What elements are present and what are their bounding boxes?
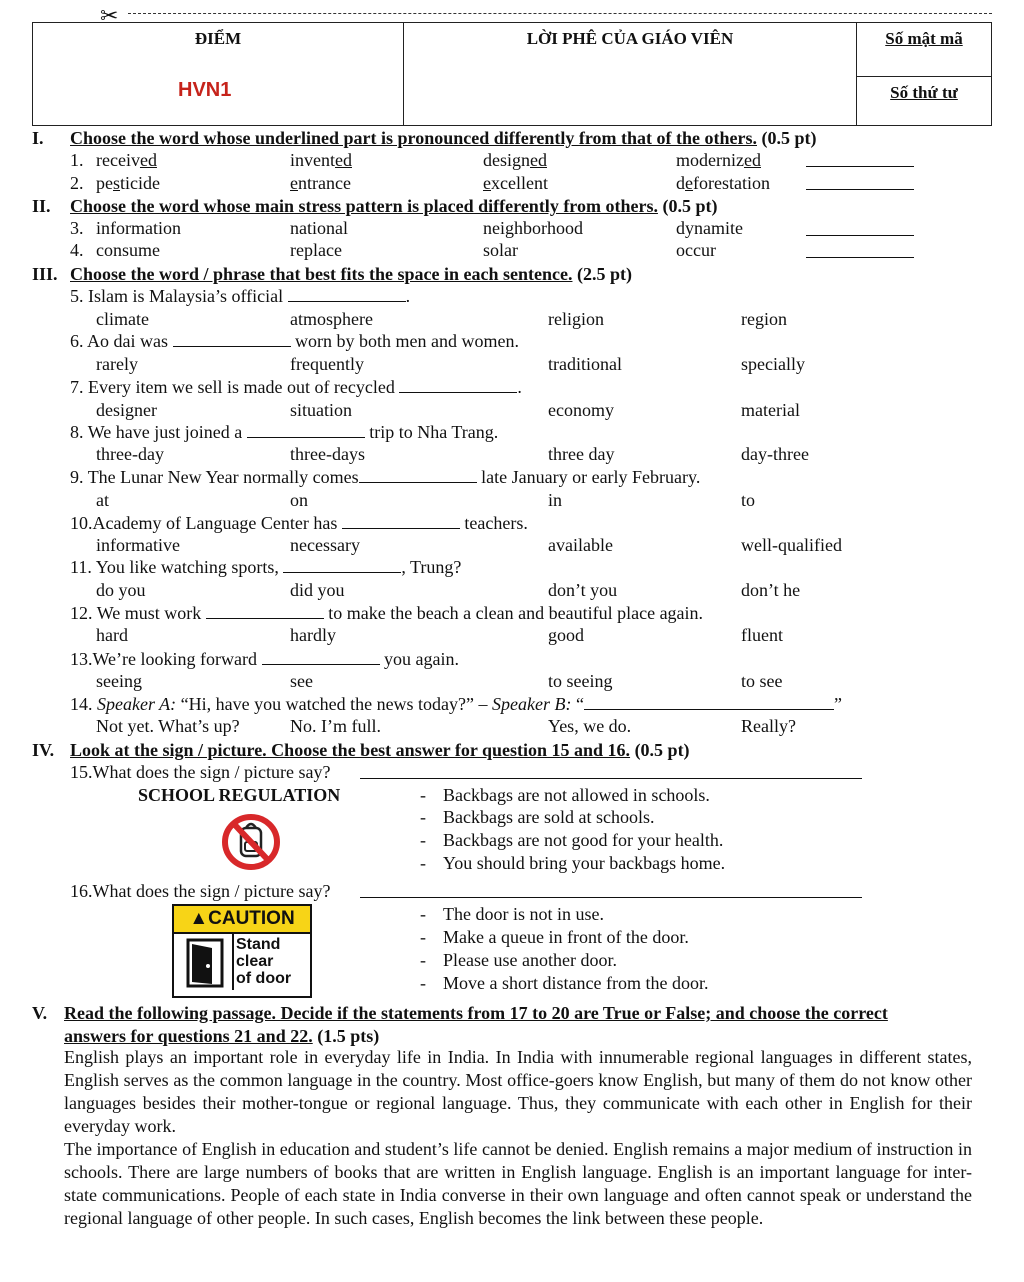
stand-clear-text: Stand clear of door [236, 936, 292, 987]
section-2-title: Choose the word whose main stress pattern is placed differently from others. [70, 196, 658, 216]
q10-stem: 10.Academy of Language Center has teachers. [70, 513, 528, 533]
q8-option-a[interactable]: three-day [96, 444, 164, 464]
q13-option-b[interactable]: see [290, 671, 313, 691]
section-1-title: Choose the word whose underlined part is pronounced differently from that of the others. [70, 128, 757, 148]
q11-option-c[interactable]: don’t you [548, 580, 618, 600]
cut-line [128, 13, 992, 14]
q4-answer-blank[interactable] [806, 257, 914, 258]
q15-option-d[interactable]: You should bring your backbags home. [443, 853, 726, 873]
q15-option-a[interactable]: Backbags are not allowed in schools. [443, 785, 710, 805]
q7-option-a[interactable]: designer [96, 400, 157, 420]
q6-stem: 6. Ao dai was worn by both men and women. [70, 331, 519, 351]
q12-blank[interactable] [206, 618, 324, 619]
teacher-comment-label: LỜI PHÊ CỦA GIÁO VIÊN [526, 29, 734, 48]
door-icon [186, 938, 226, 988]
q9-option-d[interactable]: to [741, 490, 756, 510]
q5-option-a[interactable]: climate [96, 309, 149, 329]
q9-blank[interactable] [359, 482, 477, 483]
q5-option-c[interactable]: religion [548, 309, 604, 329]
q16-option-c[interactable]: Please use another door. [443, 950, 617, 970]
q4-option-d[interactable]: occur [676, 240, 716, 260]
section-1-points: (0.5 pt) [757, 128, 817, 148]
q6-blank[interactable] [173, 346, 291, 347]
q2-option-c[interactable]: excellent [483, 173, 548, 193]
q7-blank[interactable] [399, 392, 517, 393]
q7-stem: 7. Every item we sell is made out of recycled . [70, 377, 522, 397]
caution-band: ▲CAUTION [174, 906, 310, 934]
q14-option-d[interactable]: Really? [741, 716, 796, 736]
q12-option-b[interactable]: hardly [290, 625, 336, 645]
q16-option-a[interactable]: The door is not in use. [443, 904, 604, 924]
q8-blank[interactable] [247, 437, 365, 438]
q10-option-a[interactable]: informative [96, 535, 180, 555]
q15-option-b[interactable]: Backbags are sold at schools. [443, 807, 655, 827]
q16-stem: 16.What does the sign / picture say? [70, 881, 331, 901]
q13-option-c[interactable]: to seeing [548, 671, 613, 691]
q3-number: 3. [70, 218, 84, 238]
q16-option-b[interactable]: Make a queue in front of the door. [443, 927, 689, 947]
section-3-points: (2.5 pt) [572, 264, 632, 284]
q16-bullet-d: - [420, 973, 426, 993]
q16-answer-blank[interactable] [360, 897, 862, 898]
scissors-icon: ✂ [100, 4, 119, 29]
q13-option-a[interactable]: seeing [96, 671, 142, 691]
section-5-heading-line2 [64, 1027, 379, 1045]
q14-blank[interactable] [584, 709, 834, 710]
q3-option-a[interactable]: information [96, 218, 181, 238]
q10-option-d[interactable]: well-qualified [741, 535, 842, 555]
q15-answer-blank[interactable] [360, 778, 862, 779]
q12-option-d[interactable]: fluent [741, 625, 783, 645]
score-label: ĐIỂM [194, 29, 242, 48]
q13-stem: 13.We’re looking forward you again. [70, 649, 459, 669]
q6-option-b[interactable]: frequently [290, 354, 364, 374]
section-4-number: IV. [32, 740, 55, 760]
q6-option-c[interactable]: traditional [548, 354, 622, 374]
caution-sign [172, 904, 312, 998]
q1-option-c[interactable]: designed [483, 150, 547, 170]
q7-option-c[interactable]: economy [548, 400, 614, 420]
q2-option-a[interactable]: pesticide [96, 173, 160, 193]
q2-answer-blank[interactable] [806, 189, 914, 190]
passage-paragraph-2: The importance of English in education and student’s life cannot be denied. English remains a major medium of instruction in schools. There are large numbers of books that are written in English language. English is an important language for inter-state communications. People of each state in India converse in their own language and often cannot speak or understand the regional language of other people. In such cases, English becomes the link between these people. [64, 1139, 972, 1228]
q5-option-d[interactable]: region [741, 309, 787, 329]
q8-option-b[interactable]: three-days [290, 444, 365, 464]
section-4-heading [70, 741, 690, 759]
section-1-number: I. [32, 128, 44, 148]
passage-paragraph-1: English plays an important role in everyday life in India. In India with innumerable regional languages in different states, English serves as the common language in the country. Most office-goers know English, but many of them do not know other languages besides their mother-tongue or regional language. Thus, they communicate with each other in English for their everyday work. [64, 1047, 972, 1136]
q11-stem: 11. You like watching sports, , Trung? [70, 557, 462, 577]
q2-option-b[interactable]: entrance [290, 173, 351, 193]
q1-option-a[interactable]: received [96, 150, 157, 170]
section-1-heading [70, 129, 817, 147]
q9-option-a[interactable]: at [96, 490, 109, 510]
q12-option-c[interactable]: good [548, 625, 584, 645]
q12-option-a[interactable]: hard [96, 625, 128, 645]
q1-answer-blank[interactable] [806, 166, 914, 167]
q15-bullet-a: - [420, 785, 426, 805]
section-2-points: (0.5 pt) [657, 196, 718, 216]
section-5-title-line1: Read the following passage. Decide if the statements from 17 to 20 are True or False; and choose the correct [64, 1003, 888, 1023]
no-backpack-sign-icon [222, 814, 280, 873]
q6-option-d[interactable]: specially [741, 354, 805, 374]
section-5-number: V. [32, 1003, 48, 1023]
q16-bullet-a: - [420, 904, 426, 924]
q3-option-b[interactable]: national [290, 218, 348, 238]
q16-bullet-c: - [420, 950, 426, 970]
q2-option-d[interactable]: deforestation [676, 173, 770, 193]
section-2-number: II. [32, 196, 51, 216]
q16-bullet-b: - [420, 927, 426, 947]
q9-stem: 9. The Lunar New Year normally comes late January or early February. [70, 467, 701, 487]
q15-option-c[interactable]: Backbags are not good for your health. [443, 830, 724, 850]
q11-blank[interactable] [283, 572, 401, 573]
q14-option-a[interactable]: Not yet. What’s up? [96, 716, 240, 736]
section-3-title: Choose the word / phrase that best fits the space in each sentence. [70, 264, 573, 284]
q14-option-c[interactable]: Yes, we do. [548, 716, 632, 736]
q15-bullet-b: - [420, 807, 426, 827]
q2-number: 2. [70, 173, 84, 193]
q16-option-d[interactable]: Move a short distance from the door. [443, 973, 709, 993]
q9-option-c[interactable]: in [548, 490, 563, 510]
section-3-number: III. [32, 264, 58, 284]
secret-code-label: Số mật mã [885, 29, 963, 48]
q9-option-b[interactable]: on [290, 490, 308, 510]
q8-option-c[interactable]: three day [548, 444, 615, 464]
q1-option-b[interactable]: invented [290, 150, 352, 170]
q4-number: 4. [70, 240, 84, 260]
q13-option-d[interactable]: to see [741, 671, 783, 691]
q5-blank[interactable] [288, 301, 406, 302]
q3-option-c[interactable]: neighborhood [483, 218, 583, 238]
section-5-title-line2: answers for questions 21 and 22. [64, 1026, 313, 1046]
grading-header-table [32, 22, 992, 126]
section-3-heading [70, 265, 632, 283]
section-4-points: (0.5 pt) [630, 740, 690, 760]
q11-option-a[interactable]: do you [96, 580, 146, 600]
q12-stem: 12. We must work to make the beach a clean and beautiful place again. [70, 603, 704, 623]
q3-option-d[interactable]: dynamite [676, 218, 743, 238]
school-regulation-title: SCHOOL REGULATION [138, 785, 341, 805]
q6-option-a[interactable]: rarely [96, 354, 138, 374]
warning-triangle-icon: ▲ [189, 908, 209, 929]
q14-option-b[interactable]: No. I’m full. [290, 716, 381, 736]
q10-option-b[interactable]: necessary [290, 535, 360, 555]
q15-bullet-d: - [420, 853, 426, 873]
q1-option-d[interactable]: modernized [676, 150, 761, 170]
q14-stem: 14. Speaker A: “Hi, have you watched the news today?” – Speaker B: “ ” [70, 694, 842, 714]
q4-option-a[interactable]: consume [96, 240, 160, 260]
q3-answer-blank[interactable] [806, 235, 914, 236]
q11-option-d[interactable]: don’t he [741, 580, 801, 600]
q5-option-b[interactable]: atmosphere [290, 309, 373, 329]
q8-option-d[interactable]: day-three [741, 444, 809, 464]
order-number-label: Số thứ tư [890, 83, 958, 102]
q7-option-b[interactable]: situation [290, 400, 352, 420]
q5-stem: 5. Islam is Malaysia’s official . [70, 286, 411, 306]
section-2-heading [70, 197, 717, 215]
q15-stem: 15.What does the sign / picture say? [70, 762, 331, 782]
q8-stem: 8. We have just joined a trip to Nha Trang. [70, 422, 499, 442]
q1-number: 1. [70, 150, 84, 170]
q15-bullet-c: - [420, 830, 426, 850]
q13-blank[interactable] [262, 664, 380, 665]
q10-blank[interactable] [342, 528, 460, 529]
q7-option-d[interactable]: material [741, 400, 800, 420]
q4-option-c[interactable]: solar [483, 240, 518, 260]
q11-option-b[interactable]: did you [290, 580, 345, 600]
q10-option-c[interactable]: available [548, 535, 613, 555]
score-value: HVN1 [178, 79, 232, 101]
q4-option-b[interactable]: replace [290, 240, 342, 260]
section-5-points: (1.5 pts) [312, 1026, 380, 1046]
section-4-title: Look at the sign / picture. Choose the best answer for question 15 and 16. [70, 740, 631, 760]
